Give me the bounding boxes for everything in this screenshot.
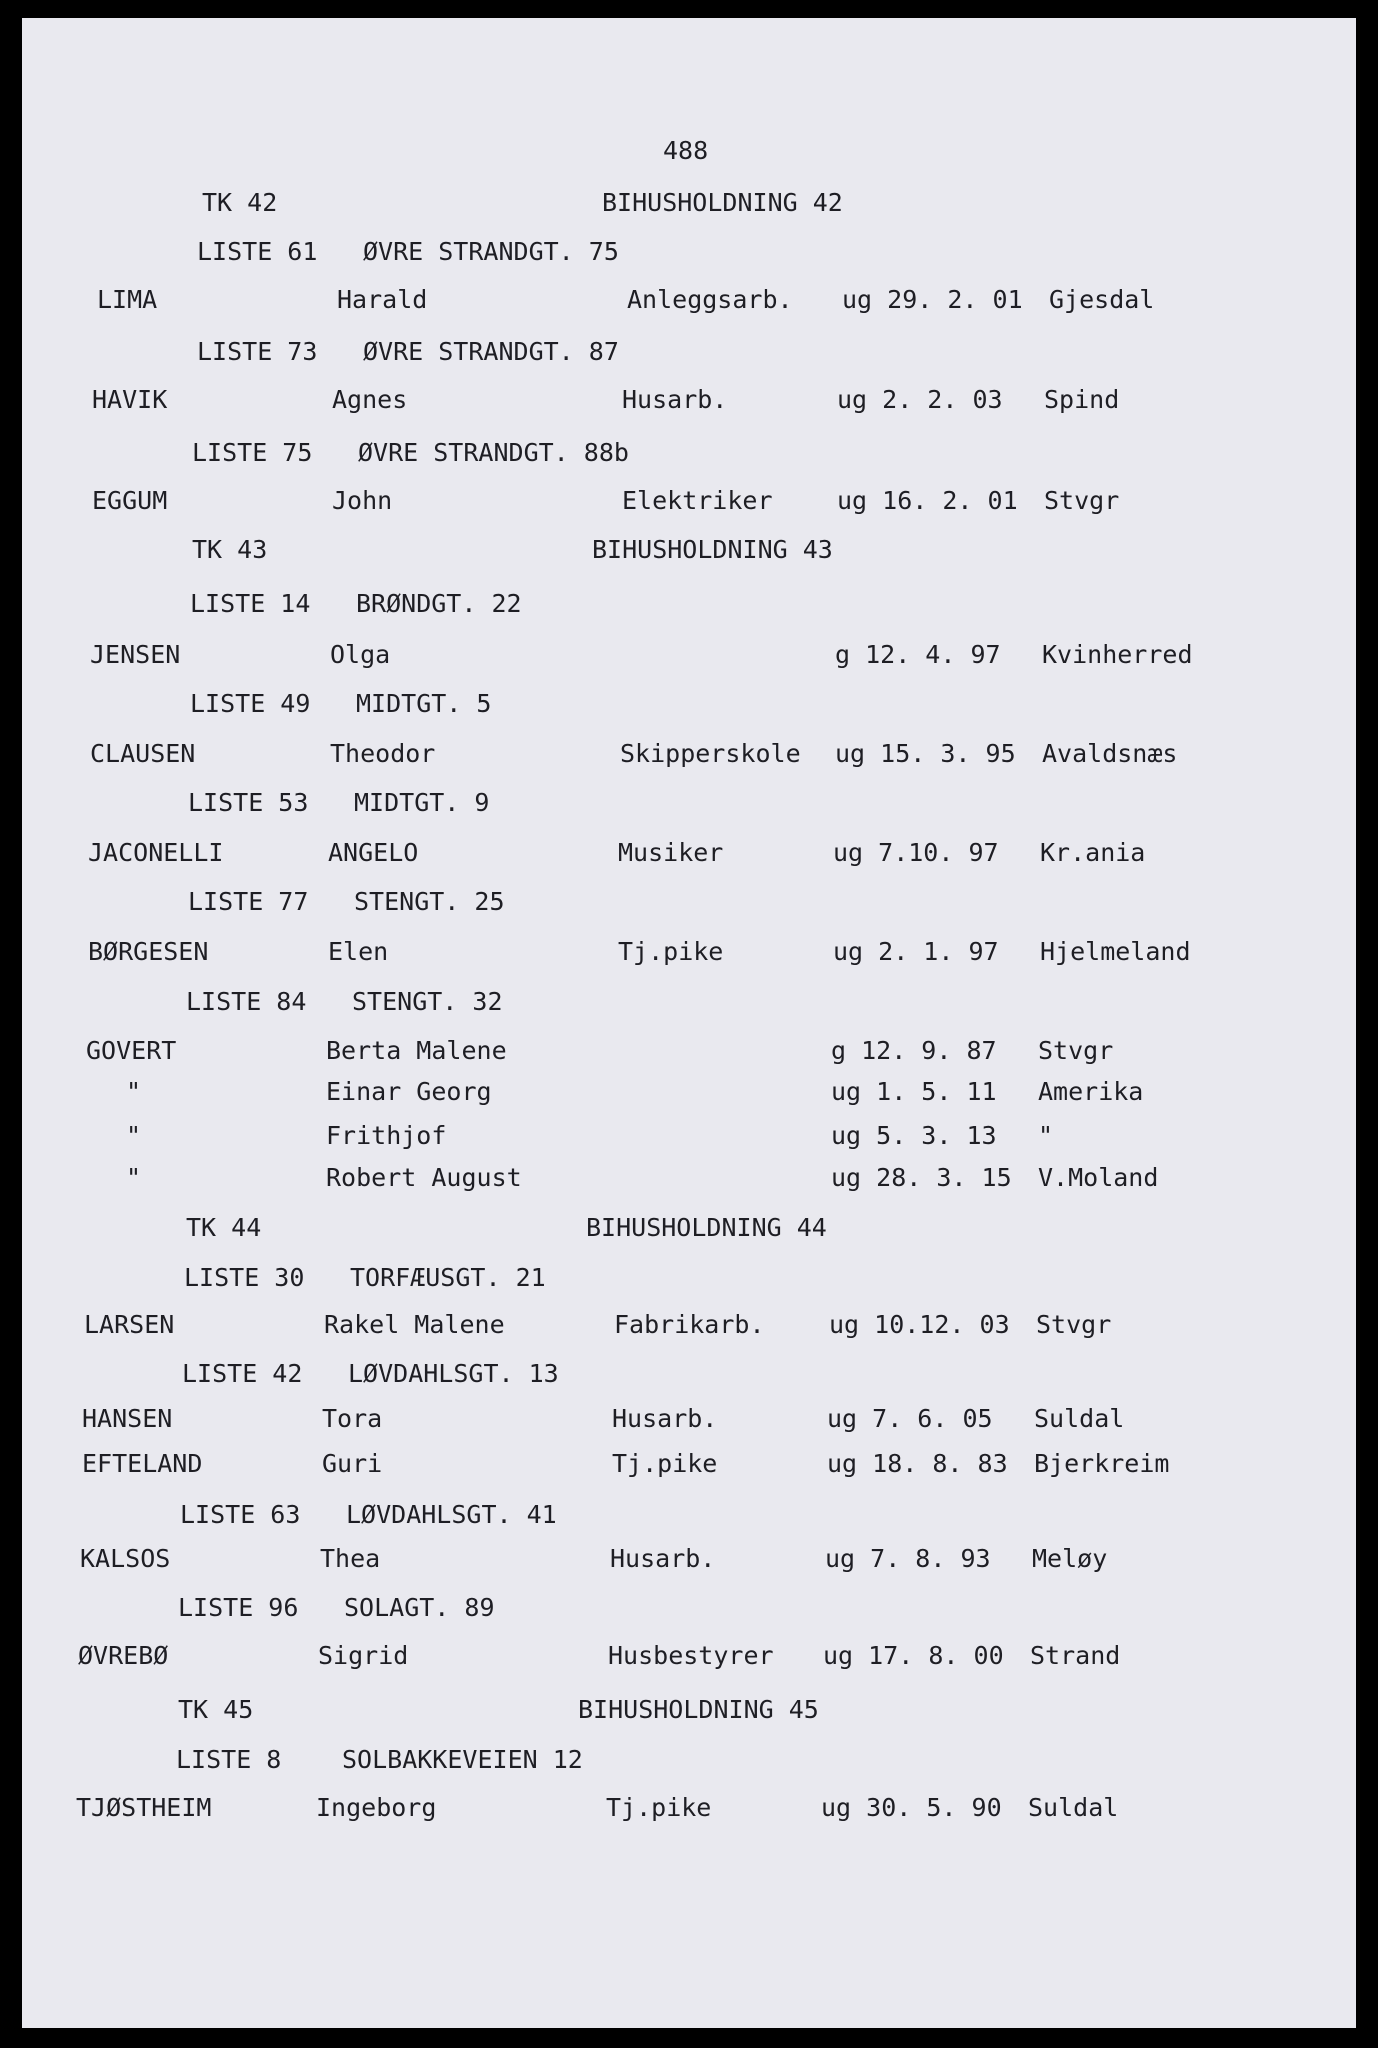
liste-cell-0: LISTE 77 [188, 887, 309, 916]
person-cell-1: Theodor [330, 739, 436, 768]
person-cell-2: Fabrikarb. [614, 1310, 765, 1339]
person-cell-4: Strand [1030, 1641, 1121, 1670]
person-cell-1: Guri [322, 1449, 383, 1478]
person-cell-0: HAVIK [92, 385, 168, 414]
liste-cell-0: LISTE 53 [188, 788, 309, 817]
person-cell-1: Sigrid [318, 1641, 409, 1670]
liste-cell-1: LØVDAHLSGT. 13 [348, 1359, 559, 1388]
liste-cell-0: LISTE 49 [190, 689, 311, 718]
person-cell-0: JENSEN [90, 640, 181, 669]
liste-cell-0: LISTE 96 [178, 1593, 299, 1622]
person-cell-0: TJØSTHEIM [76, 1793, 212, 1822]
person-cell-0: EFTELAND [82, 1449, 203, 1478]
tk-cell-0: TK 45 [178, 1695, 254, 1724]
liste-cell-1: MIDTGT. 9 [354, 788, 490, 817]
liste-cell-0: LISTE 8 [176, 1745, 282, 1774]
person-cell-0: LIMA [97, 285, 158, 314]
person-cell-4: Bjerkreim [1034, 1449, 1170, 1478]
page-number: 488 [663, 136, 709, 165]
tk-cell-0: TK 43 [192, 535, 268, 564]
person-cell-4: Avaldsnæs [1042, 739, 1178, 768]
liste-cell-1: STENGT. 25 [354, 887, 505, 916]
person-cell-4: Gjesdal [1049, 285, 1155, 314]
liste-cell-0: LISTE 63 [180, 1500, 301, 1529]
person-cell-0: " [126, 1121, 142, 1150]
person-cell-3: ug 17. 8. 00 [823, 1641, 1004, 1670]
person-cell-1: Thea [320, 1544, 381, 1573]
person-cell-1: Berta Malene [326, 1036, 507, 1065]
person-cell-1: Ingeborg [316, 1793, 437, 1822]
tk-cell-0: TK 44 [186, 1213, 262, 1242]
person-cell-4: Stvgr [1036, 1310, 1112, 1339]
person-cell-1: Tora [322, 1404, 383, 1433]
liste-cell-1: STENGT. 32 [352, 987, 503, 1016]
person-cell-0: KALSOS [80, 1544, 171, 1573]
person-cell-0: BØRGESEN [88, 937, 209, 966]
tk-cell-1: BIHUSHOLDNING 42 [602, 188, 843, 217]
person-cell-0: EGGUM [92, 486, 168, 515]
person-cell-0: " [126, 1077, 142, 1106]
liste-cell-0: LISTE 30 [184, 1263, 305, 1292]
person-cell-4: Spind [1044, 385, 1120, 414]
liste-cell-1: TORFÆUSGT. 21 [350, 1263, 546, 1292]
person-cell-4: Kvinherred [1042, 640, 1193, 669]
person-cell-3: ug 28. 3. 15 [831, 1163, 1012, 1192]
person-cell-1: Einar Georg [326, 1077, 492, 1106]
liste-cell-1: SOLBAKKEVEIEN 12 [342, 1745, 583, 1774]
person-cell-3: ug 29. 2. 01 [842, 285, 1023, 314]
liste-cell-0: LISTE 42 [182, 1359, 303, 1388]
person-cell-3: ug 2. 1. 97 [833, 937, 999, 966]
person-cell-3: ug 30. 5. 90 [821, 1793, 1002, 1822]
person-cell-3: ug 15. 3. 95 [835, 739, 1016, 768]
person-cell-3: ug 5. 3. 13 [831, 1121, 997, 1150]
liste-cell-1: ØVRE STRANDGT. 88b [358, 438, 629, 467]
liste-cell-1: ØVRE STRANDGT. 75 [363, 237, 619, 266]
person-cell-4: Hjelmeland [1040, 937, 1191, 966]
person-cell-2: Husarb. [612, 1404, 718, 1433]
person-cell-1: Rakel Malene [324, 1310, 505, 1339]
person-cell-3: ug 7.10. 97 [833, 838, 999, 867]
liste-cell-0: LISTE 61 [197, 237, 318, 266]
liste-cell-1: BRØNDGT. 22 [356, 589, 522, 618]
person-cell-1: ANGELO [328, 838, 419, 867]
person-cell-1: Frithjof [326, 1121, 447, 1150]
person-cell-2: Skipperskole [620, 739, 801, 768]
person-cell-0: JACONELLI [88, 838, 224, 867]
person-cell-1: Robert August [326, 1163, 522, 1192]
person-cell-2: Tj.pike [618, 937, 724, 966]
person-cell-1: Agnes [332, 385, 408, 414]
person-cell-1: Elen [328, 937, 389, 966]
person-cell-2: Musiker [618, 838, 724, 867]
person-cell-0: " [126, 1163, 142, 1192]
person-cell-4: Kr.ania [1040, 838, 1146, 867]
liste-cell-0: LISTE 73 [197, 337, 318, 366]
person-cell-0: LARSEN [84, 1310, 175, 1339]
liste-cell-1: LØVDAHLSGT. 41 [346, 1500, 557, 1529]
liste-cell-1: ØVRE STRANDGT. 87 [363, 337, 619, 366]
person-cell-4: Meløy [1032, 1544, 1108, 1573]
liste-cell-0: LISTE 14 [190, 589, 311, 618]
person-cell-3: ug 7. 6. 05 [827, 1404, 993, 1433]
tk-cell-1: BIHUSHOLDNING 44 [586, 1213, 827, 1242]
person-cell-2: Tj.pike [606, 1793, 712, 1822]
tk-cell-1: BIHUSHOLDNING 45 [578, 1695, 819, 1724]
person-cell-4: Suldal [1028, 1793, 1119, 1822]
person-cell-3: g 12. 9. 87 [831, 1036, 997, 1065]
person-cell-3: ug 2. 2. 03 [837, 385, 1003, 414]
tk-cell-1: BIHUSHOLDNING 43 [592, 535, 833, 564]
person-cell-2: Elektriker [622, 486, 773, 515]
person-cell-0: ØVREBØ [78, 1641, 169, 1670]
person-cell-1: John [332, 486, 393, 515]
liste-cell-0: LISTE 75 [192, 438, 313, 467]
liste-cell-1: MIDTGT. 5 [356, 689, 492, 718]
liste-cell-1: SOLAGT. 89 [344, 1593, 495, 1622]
document-page [22, 18, 1356, 2028]
person-cell-4: Stvgr [1038, 1036, 1114, 1065]
tk-cell-0: TK 42 [202, 188, 278, 217]
person-cell-2: Husbestyrer [608, 1641, 774, 1670]
person-cell-0: CLAUSEN [90, 739, 196, 768]
person-cell-4: " [1038, 1121, 1054, 1150]
person-cell-4: Stvgr [1044, 486, 1120, 515]
person-cell-2: Anleggsarb. [627, 285, 793, 314]
person-cell-3: ug 18. 8. 83 [827, 1449, 1008, 1478]
person-cell-1: Olga [330, 640, 391, 669]
person-cell-1: Harald [337, 285, 428, 314]
person-cell-0: HANSEN [82, 1404, 173, 1433]
person-cell-4: V.Moland [1038, 1163, 1159, 1192]
person-cell-4: Suldal [1034, 1404, 1125, 1433]
person-cell-3: ug 16. 2. 01 [837, 486, 1018, 515]
person-cell-3: ug 1. 5. 11 [831, 1077, 997, 1106]
person-cell-3: g 12. 4. 97 [835, 640, 1001, 669]
person-cell-2: Husarb. [622, 385, 728, 414]
person-cell-2: Tj.pike [612, 1449, 718, 1478]
person-cell-3: ug 7. 8. 93 [825, 1544, 991, 1573]
person-cell-2: Husarb. [610, 1544, 716, 1573]
liste-cell-0: LISTE 84 [186, 987, 307, 1016]
person-cell-3: ug 10.12. 03 [829, 1310, 1010, 1339]
person-cell-4: Amerika [1038, 1077, 1144, 1106]
person-cell-0: GOVERT [86, 1036, 177, 1065]
